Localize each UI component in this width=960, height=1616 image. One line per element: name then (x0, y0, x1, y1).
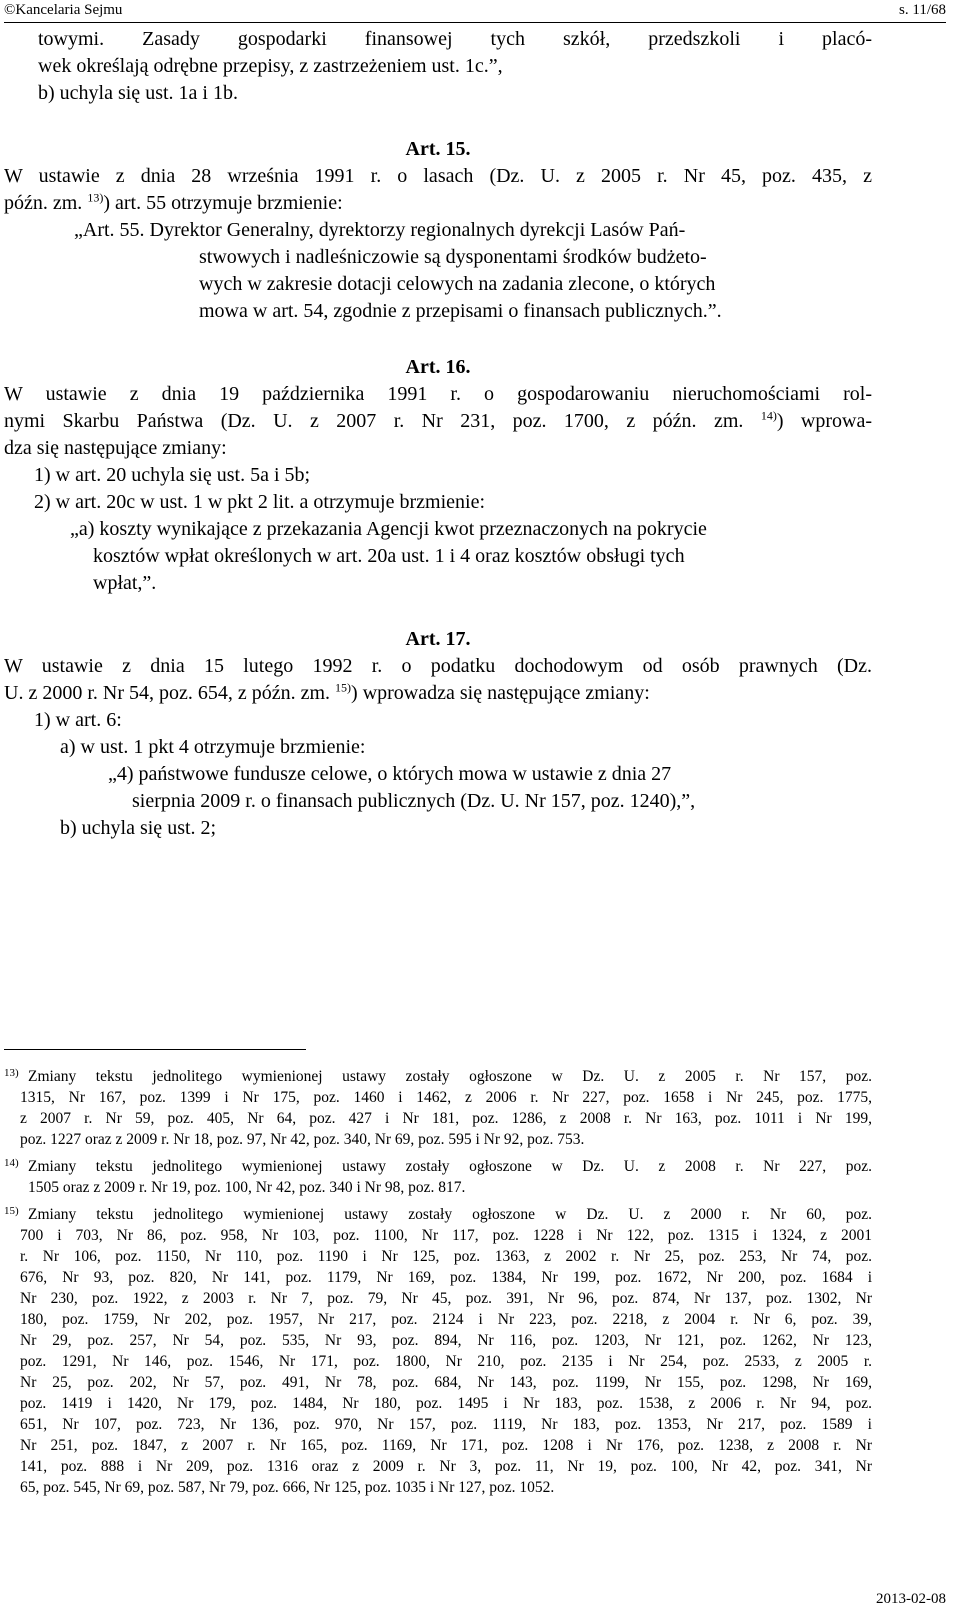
text-line: towymi. Zasady gospodarki finansowej tych szkół, przedszkoli i placó- (38, 28, 872, 50)
footnote-line: 65, poz. 545, Nr 69, poz. 587, Nr 79, poz. 666, Nr 125, poz. 1035 i Nr 127, poz. 1052. (20, 1479, 555, 1496)
quote-line: „a) koszty wynikające z przekazania Agencji kwot przeznaczonych na pokrycie (70, 518, 707, 540)
footnote-line: 1315, Nr 167, poz. 1399 i Nr 175, poz. 1460 i 1462, z 2006 r. Nr 227, poz. 1658 i Nr 245, poz. 1775, (20, 1089, 872, 1106)
text-line: W ustawie z dnia 15 lutego 1992 r. o podatku dochodowym od osób prawnych (Dz. (4, 655, 872, 677)
footnote-ref[interactable]: 15) (335, 680, 352, 695)
text-line: wek określają odrębne przepisy, z zastrzeżeniem ust. 1c.”, (38, 55, 503, 77)
text-line: nymi Skarbu Państwa (Dz. U. z 2007 r. Nr 231, poz. 1700, z późn. zm. $^{14)}$) wprowa- (4, 408, 873, 432)
footnote-line: 676, Nr 93, poz. 820, Nr 141, poz. 1179, Nr 169, poz. 1384, Nr 199, poz. 1672, Nr 200, poz. 1684 i (20, 1269, 872, 1286)
header-rule (4, 22, 946, 23)
document-body (4, 26, 872, 842)
list-item: 2) w art. 20c w ust. 1 w pkt 2 lit. a otrzymuje brzmienie: (34, 491, 486, 513)
footnote-number: 13) (4, 1067, 19, 1079)
quote-line: „Art. 55. Dyrektor Generalny, dyrektorzy regionalnych dyrekcji Lasów Pań- (74, 219, 686, 241)
list-item: a) w ust. 1 pkt 4 otrzymuje brzmienie: (60, 736, 366, 758)
footnote-line: Zmiany tekstu jednolitego wymienionej ustawy zostały ogłoszone w Dz. U. z 2005 r. Nr 157, poz. (28, 1068, 872, 1085)
page-header (4, 2, 946, 22)
footnote-line: Nr 25, poz. 202, Nr 57, poz. 491, Nr 78, poz. 684, Nr 143, poz. 1199, Nr 155, poz. 1298, Nr 169, (20, 1374, 872, 1391)
text-line: W ustawie z dnia 19 października 1991 r. o gospodarowaniu nieruchomościami rol- (4, 383, 872, 405)
footnote-line: 700 i 703, Nr 86, poz. 958, Nr 103, poz. 1100, Nr 117, poz. 1228 i Nr 122, poz. 1315 i 1324, z 2001 (20, 1227, 872, 1244)
document-date: 2013-02-08 (876, 1591, 946, 1607)
footnote-line: poz. 1291, Nr 146, poz. 1546, Nr 171, poz. 1800, Nr 210, poz. 2135 i Nr 254, poz. 2533, z 2005 r. (20, 1353, 872, 1370)
quote-line: kosztów wpłat określonych w art. 20a ust. 1 i 4 oraz kosztów obsługi tych (93, 545, 685, 567)
quote-line: mowa w art. 54, zgodnie z przepisami o finansach publicznych.”. (199, 300, 722, 322)
text-line: dza się następujące zmiany: (4, 437, 227, 459)
article-heading: Art. 17. (405, 628, 471, 650)
footnote (4, 1156, 872, 1198)
footnote-line: 651, Nr 107, poz. 723, Nr 136, poz. 970, Nr 157, poz. 1119, Nr 183, poz. 1353, Nr 217, poz. 1589 i (20, 1416, 872, 1433)
list-item: 1) w art. 20 uchyla się ust. 5a i 5b; (34, 464, 311, 486)
publisher-label: ©Kancelaria Sejmu (4, 2, 123, 18)
footnote-ref[interactable]: 14) (760, 408, 777, 423)
footnote-line: Zmiany tekstu jednolitego wymienionej ustawy zostały ogłoszone w Dz. U. z 2000 r. Nr 60, poz. (28, 1206, 872, 1223)
footnote-number: 15) (4, 1205, 19, 1217)
text-line: b) uchyla się ust. 1a i 1b. (38, 82, 238, 104)
footnote-ref[interactable]: 13) (87, 190, 104, 205)
quote-line: wych w zakresie dotacji celowych na zadania zlecone, o których (199, 273, 716, 295)
footnotes (4, 1066, 872, 1504)
list-item: 1) w art. 6: (34, 709, 122, 731)
footnote-line: Nr 230, poz. 1922, z 2003 r. Nr 7, poz. 79, Nr 45, poz. 391, Nr 96, poz. 874, Nr 137, poz. 1302, Nr (20, 1290, 872, 1307)
text-line: U. z 2000 r. Nr 54, poz. 654, z późn. zm. $^{15)}$) wprowadza się następujące zmiany: (4, 680, 650, 704)
footnote (4, 1066, 872, 1150)
quote-line: „4) państwowe fundusze celowe, o których mowa w ustawie z dnia 27 (108, 763, 672, 785)
footnote-line: z 2007 r. Nr 59, poz. 405, Nr 64, poz. 427 i Nr 181, poz. 1286, z 2008 r. Nr 163, poz. 1011 i Nr 199, (20, 1110, 872, 1127)
text-line: późn. zm. $^{13)}$) art. 55 otrzymuje brzmienie: (4, 190, 343, 214)
page-number: s. 11/68 (899, 2, 946, 18)
footnote-line: poz. 1227 oraz z 2009 r. Nr 18, poz. 97, Nr 42, poz. 340, Nr 69, poz. 595 i Nr 92, poz. 753. (20, 1131, 585, 1148)
footnote-line: Nr 29, poz. 257, Nr 54, poz. 535, Nr 93, poz. 894, Nr 116, poz. 1203, Nr 121, poz. 1262, Nr 123, (20, 1332, 872, 1349)
footnote-line: poz. 1419 i 1420, Nr 179, poz. 1484, Nr 180, poz. 1495 i Nr 183, poz. 1538, z 2006 r. Nr 94, poz. (20, 1395, 872, 1412)
footnote-line: r. Nr 106, poz. 1150, Nr 110, poz. 1190 i Nr 125, poz. 1363, z 2002 r. Nr 25, poz. 253, Nr 74, poz. (20, 1248, 872, 1265)
article-heading: Art. 16. (405, 356, 471, 378)
footnote-line: 180, poz. 1759, Nr 202, poz. 1957, Nr 217, poz. 2124 i Nr 223, poz. 2218, z 2004 r. Nr 6, poz. 39, (20, 1311, 872, 1328)
footnote-line: Nr 251, poz. 1847, z 2007 r. Nr 165, poz. 1169, Nr 171, poz. 1208 i Nr 176, poz. 1238, z 2008 r. Nr (20, 1437, 872, 1454)
quote-line: wpłat,”. (93, 572, 157, 594)
footnote-line: Zmiany tekstu jednolitego wymienionej ustawy zostały ogłoszone w Dz. U. z 2008 r. Nr 227, poz. (28, 1158, 872, 1175)
footnote-separator (4, 1049, 306, 1050)
footnote (4, 1204, 872, 1498)
article-heading: Art. 15. (405, 138, 471, 160)
quote-line: sierpnia 2009 r. o finansach publicznych (Dz. U. Nr 157, poz. 1240),”, (132, 790, 696, 812)
text-line: W ustawie z dnia 28 września 1991 r. o lasach (Dz. U. z 2005 r. Nr 45, poz. 435, z (4, 165, 872, 187)
quote-line: stwowych i nadleśniczowie są dysponentami środków budżeto- (199, 246, 707, 268)
footnote-line: 141, poz. 888 i Nr 209, poz. 1316 oraz z 2009 r. Nr 3, poz. 11, Nr 19, poz. 100, Nr 42, poz. 341, Nr (20, 1458, 872, 1475)
list-item: b) uchyla się ust. 2; (60, 817, 217, 839)
footnote-line: 1505 oraz z 2009 r. Nr 19, poz. 100, Nr 42, poz. 340 i Nr 98, poz. 817. (28, 1179, 466, 1196)
footnote-number: 14) (4, 1157, 19, 1169)
